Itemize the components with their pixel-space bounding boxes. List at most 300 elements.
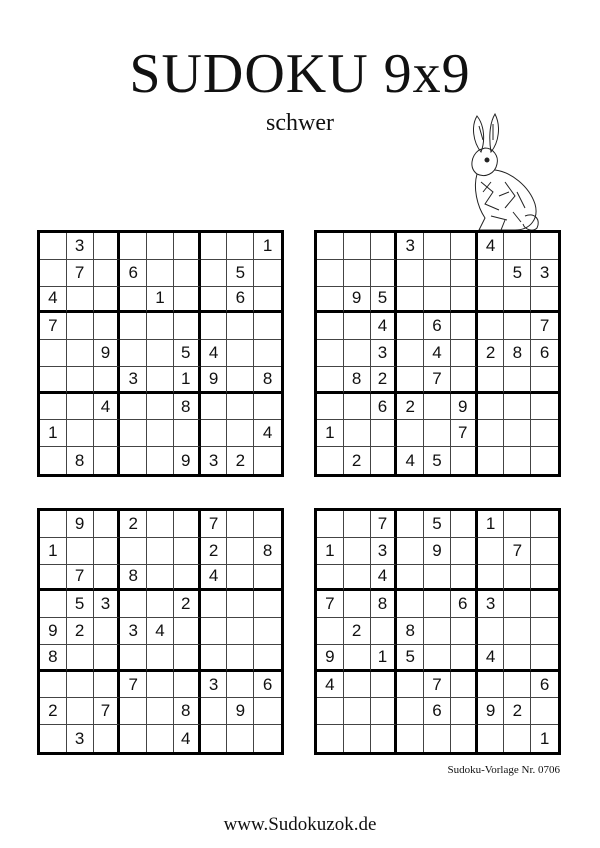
empty-cell	[424, 645, 451, 672]
empty-cell	[67, 698, 94, 725]
empty-cell	[344, 725, 371, 752]
empty-cell	[201, 698, 228, 725]
empty-cell	[344, 672, 371, 699]
given-cell: 7	[371, 511, 398, 538]
empty-cell	[451, 313, 478, 340]
empty-cell	[531, 618, 558, 645]
empty-cell	[40, 672, 67, 699]
empty-cell	[317, 698, 344, 725]
given-cell: 9	[317, 645, 344, 672]
empty-cell	[174, 565, 201, 592]
empty-cell	[147, 672, 174, 699]
given-cell: 5	[67, 591, 94, 618]
empty-cell	[174, 233, 201, 260]
empty-cell	[531, 698, 558, 725]
empty-cell	[201, 260, 228, 287]
given-cell: 3	[201, 672, 228, 699]
empty-cell	[344, 645, 371, 672]
given-cell: 4	[397, 447, 424, 474]
empty-cell	[397, 698, 424, 725]
website-link[interactable]: www.Sudokuzok.de	[223, 814, 377, 835]
given-cell: 9	[478, 698, 505, 725]
given-cell: 7	[424, 672, 451, 699]
empty-cell	[478, 420, 505, 447]
empty-cell	[504, 645, 531, 672]
empty-cell	[201, 591, 228, 618]
given-cell: 3	[67, 233, 94, 260]
empty-cell	[504, 618, 531, 645]
empty-cell	[147, 367, 174, 394]
empty-cell	[201, 645, 228, 672]
empty-cell	[478, 618, 505, 645]
given-cell: 5	[397, 645, 424, 672]
empty-cell	[424, 591, 451, 618]
empty-cell	[317, 340, 344, 367]
empty-cell	[201, 287, 228, 314]
given-cell: 1	[40, 538, 67, 565]
given-cell: 6	[120, 260, 147, 287]
given-cell: 8	[174, 394, 201, 421]
empty-cell	[254, 591, 281, 618]
empty-cell	[147, 565, 174, 592]
given-cell: 1	[317, 538, 344, 565]
given-cell: 1	[317, 420, 344, 447]
empty-cell	[147, 394, 174, 421]
empty-cell	[120, 233, 147, 260]
empty-cell	[531, 538, 558, 565]
empty-cell	[531, 420, 558, 447]
empty-cell	[451, 725, 478, 752]
given-cell: 4	[254, 420, 281, 447]
given-cell: 9	[94, 340, 121, 367]
sudoku-grid-4	[314, 508, 561, 755]
given-cell: 7	[94, 698, 121, 725]
empty-cell	[147, 645, 174, 672]
empty-cell	[504, 591, 531, 618]
given-cell: 9	[227, 698, 254, 725]
given-cell: 2	[227, 447, 254, 474]
given-cell: 6	[227, 287, 254, 314]
empty-cell	[174, 420, 201, 447]
empty-cell	[254, 618, 281, 645]
rabbit-illustration-icon	[455, 112, 545, 234]
given-cell: 3	[94, 591, 121, 618]
given-cell: 4	[371, 565, 398, 592]
empty-cell	[40, 367, 67, 394]
empty-cell	[67, 367, 94, 394]
given-cell: 7	[67, 260, 94, 287]
empty-cell	[451, 260, 478, 287]
empty-cell	[254, 725, 281, 752]
empty-cell	[94, 565, 121, 592]
empty-cell	[397, 565, 424, 592]
empty-cell	[94, 511, 121, 538]
given-cell: 1	[254, 233, 281, 260]
empty-cell	[94, 672, 121, 699]
given-cell: 7	[424, 367, 451, 394]
given-cell: 6	[371, 394, 398, 421]
empty-cell	[504, 565, 531, 592]
empty-cell	[397, 591, 424, 618]
empty-cell	[174, 538, 201, 565]
empty-cell	[40, 511, 67, 538]
empty-cell	[201, 313, 228, 340]
empty-cell	[451, 618, 478, 645]
empty-cell	[344, 313, 371, 340]
empty-cell	[317, 725, 344, 752]
empty-cell	[371, 447, 398, 474]
empty-cell	[504, 367, 531, 394]
empty-cell	[451, 511, 478, 538]
given-cell: 9	[40, 618, 67, 645]
empty-cell	[317, 313, 344, 340]
given-cell: 8	[174, 698, 201, 725]
empty-cell	[397, 420, 424, 447]
empty-cell	[120, 698, 147, 725]
empty-cell	[504, 420, 531, 447]
empty-cell	[504, 313, 531, 340]
given-cell: 6	[254, 672, 281, 699]
empty-cell	[120, 287, 147, 314]
empty-cell	[67, 538, 94, 565]
given-cell: 5	[424, 511, 451, 538]
given-cell: 6	[531, 340, 558, 367]
empty-cell	[227, 672, 254, 699]
empty-cell	[40, 340, 67, 367]
empty-cell	[67, 287, 94, 314]
given-cell: 2	[371, 367, 398, 394]
empty-cell	[120, 725, 147, 752]
empty-cell	[344, 420, 371, 447]
empty-cell	[478, 447, 505, 474]
empty-cell	[504, 725, 531, 752]
empty-cell	[94, 420, 121, 447]
empty-cell	[531, 645, 558, 672]
empty-cell	[424, 233, 451, 260]
given-cell: 2	[344, 618, 371, 645]
given-cell: 7	[120, 672, 147, 699]
empty-cell	[317, 394, 344, 421]
empty-cell	[94, 233, 121, 260]
given-cell: 9	[201, 367, 228, 394]
given-cell: 2	[40, 698, 67, 725]
empty-cell	[227, 565, 254, 592]
empty-cell	[94, 313, 121, 340]
empty-cell	[531, 511, 558, 538]
empty-cell	[201, 394, 228, 421]
empty-cell	[478, 725, 505, 752]
empty-cell	[120, 420, 147, 447]
given-cell: 7	[201, 511, 228, 538]
empty-cell	[397, 287, 424, 314]
empty-cell	[201, 725, 228, 752]
given-cell: 4	[94, 394, 121, 421]
given-cell: 3	[201, 447, 228, 474]
empty-cell	[504, 287, 531, 314]
empty-cell	[371, 260, 398, 287]
given-cell: 8	[254, 367, 281, 394]
given-cell: 9	[67, 511, 94, 538]
empty-cell	[344, 698, 371, 725]
given-cell: 7	[451, 420, 478, 447]
empty-cell	[397, 725, 424, 752]
given-cell: 8	[67, 447, 94, 474]
empty-cell	[478, 394, 505, 421]
given-cell: 1	[539, 728, 550, 748]
empty-cell	[120, 645, 147, 672]
empty-cell	[371, 672, 398, 699]
given-cell: 7	[504, 538, 531, 565]
empty-cell	[227, 645, 254, 672]
given-cell: 4	[147, 618, 174, 645]
given-cell: 2	[344, 447, 371, 474]
given-cell: 6	[531, 672, 558, 699]
empty-cell	[67, 313, 94, 340]
given-cell: 9	[424, 538, 451, 565]
empty-cell	[344, 260, 371, 287]
given-cell: 5	[424, 447, 451, 474]
empty-cell	[94, 538, 121, 565]
empty-cell	[120, 591, 147, 618]
empty-cell	[451, 565, 478, 592]
given-cell: 2	[67, 618, 94, 645]
empty-cell	[227, 394, 254, 421]
empty-cell	[147, 260, 174, 287]
empty-cell	[397, 672, 424, 699]
empty-cell	[254, 645, 281, 672]
given-cell: 5	[174, 340, 201, 367]
given-cell: 7	[317, 591, 344, 618]
empty-cell	[424, 420, 451, 447]
sudoku-grid-1	[37, 230, 284, 477]
given-cell: 8	[40, 645, 67, 672]
empty-cell	[201, 618, 228, 645]
given-cell: 6	[451, 591, 478, 618]
empty-cell	[147, 420, 174, 447]
empty-cell	[478, 565, 505, 592]
empty-cell	[344, 340, 371, 367]
given-cell: 4	[40, 287, 67, 314]
empty-cell	[94, 367, 121, 394]
empty-cell	[344, 538, 371, 565]
empty-cell	[451, 340, 478, 367]
empty-cell	[94, 447, 121, 474]
empty-cell	[40, 591, 67, 618]
empty-cell	[174, 645, 201, 672]
given-cell: 1	[371, 645, 398, 672]
given-cell: 4	[424, 340, 451, 367]
empty-cell	[424, 287, 451, 314]
empty-cell	[254, 313, 281, 340]
empty-cell	[201, 420, 228, 447]
given-cell: 7	[40, 313, 67, 340]
empty-cell	[120, 313, 147, 340]
given-cell: 1	[40, 420, 67, 447]
empty-cell	[147, 725, 174, 752]
empty-cell	[40, 725, 67, 752]
empty-cell	[227, 420, 254, 447]
empty-cell	[254, 447, 281, 474]
empty-cell	[227, 233, 254, 260]
given-cell: 6	[424, 313, 451, 340]
empty-cell	[478, 538, 505, 565]
empty-cell	[504, 394, 531, 421]
given-cell: 8	[504, 340, 531, 367]
empty-cell	[147, 447, 174, 474]
empty-cell	[397, 260, 424, 287]
empty-cell	[451, 538, 478, 565]
empty-cell	[227, 591, 254, 618]
difficulty-label: schwer	[266, 110, 334, 136]
empty-cell	[254, 260, 281, 287]
empty-cell	[147, 511, 174, 538]
empty-cell	[254, 394, 281, 421]
given-cell: 7	[67, 565, 94, 592]
template-number: Sudoku-Vorlage Nr. 0706	[447, 764, 560, 776]
given-cell: 7	[531, 313, 558, 340]
empty-cell	[424, 618, 451, 645]
empty-cell	[254, 511, 281, 538]
empty-cell	[147, 591, 174, 618]
given-cell: 3	[67, 725, 94, 752]
empty-cell	[254, 287, 281, 314]
empty-cell	[478, 672, 505, 699]
empty-cell	[94, 645, 121, 672]
empty-cell	[94, 618, 121, 645]
empty-cell	[40, 233, 67, 260]
given-cell: 4	[174, 725, 201, 752]
given-cell: 5	[371, 287, 398, 314]
empty-cell	[451, 698, 478, 725]
given-cell: 2	[397, 394, 424, 421]
empty-cell	[397, 313, 424, 340]
empty-cell	[227, 618, 254, 645]
page-title: SUDOKU 9x9	[129, 43, 471, 105]
given-cell: 2	[478, 340, 505, 367]
empty-cell	[227, 340, 254, 367]
given-cell: 3	[120, 618, 147, 645]
empty-cell	[227, 367, 254, 394]
given-cell: 2	[120, 511, 147, 538]
empty-cell	[174, 672, 201, 699]
empty-cell	[478, 313, 505, 340]
empty-cell	[531, 367, 558, 394]
empty-cell	[371, 698, 398, 725]
empty-cell	[174, 618, 201, 645]
empty-cell	[531, 233, 558, 260]
empty-cell	[504, 447, 531, 474]
empty-cell	[40, 394, 67, 421]
empty-cell	[424, 394, 451, 421]
given-cell: 8	[254, 538, 281, 565]
empty-cell	[371, 725, 398, 752]
empty-cell	[504, 233, 531, 260]
empty-cell	[254, 698, 281, 725]
given-cell: 3	[120, 367, 147, 394]
empty-cell	[317, 287, 344, 314]
empty-cell	[147, 313, 174, 340]
empty-cell	[317, 233, 344, 260]
given-cell: 1	[147, 287, 174, 314]
given-cell: 3	[478, 591, 505, 618]
empty-cell	[120, 538, 147, 565]
empty-cell	[371, 420, 398, 447]
empty-cell	[67, 645, 94, 672]
empty-cell	[227, 313, 254, 340]
given-cell: 1	[174, 367, 201, 394]
empty-cell	[67, 672, 94, 699]
empty-cell	[120, 340, 147, 367]
sudoku-grid-2	[314, 230, 561, 477]
empty-cell	[147, 538, 174, 565]
empty-cell	[478, 367, 505, 394]
empty-cell	[317, 367, 344, 394]
given-cell: 3	[531, 260, 558, 287]
given-cell: 8	[120, 565, 147, 592]
empty-cell	[344, 233, 371, 260]
given-cell: 8	[397, 618, 424, 645]
empty-cell	[478, 260, 505, 287]
empty-cell	[94, 287, 121, 314]
empty-cell	[174, 511, 201, 538]
sudoku-grid-3	[37, 508, 284, 755]
empty-cell	[174, 260, 201, 287]
empty-cell	[451, 645, 478, 672]
empty-cell	[424, 725, 451, 752]
empty-cell	[40, 260, 67, 287]
empty-cell	[227, 725, 254, 752]
empty-cell	[371, 233, 398, 260]
empty-cell	[451, 447, 478, 474]
empty-cell	[40, 565, 67, 592]
empty-cell	[397, 538, 424, 565]
empty-cell	[478, 287, 505, 314]
given-cell: 9	[451, 394, 478, 421]
empty-cell	[504, 672, 531, 699]
empty-cell	[451, 367, 478, 394]
empty-cell	[317, 565, 344, 592]
empty-cell	[344, 394, 371, 421]
given-cell: 2	[174, 591, 201, 618]
empty-cell	[531, 287, 558, 314]
empty-cell	[227, 538, 254, 565]
empty-cell	[317, 618, 344, 645]
given-cell: 4	[478, 645, 505, 672]
given-cell: 3	[371, 340, 398, 367]
given-cell: 8	[371, 591, 398, 618]
empty-cell	[344, 591, 371, 618]
empty-cell	[67, 420, 94, 447]
empty-cell	[120, 447, 147, 474]
empty-cell	[531, 591, 558, 618]
empty-cell	[451, 672, 478, 699]
given-cell: 4	[317, 672, 344, 699]
empty-cell	[424, 565, 451, 592]
empty-cell	[120, 394, 147, 421]
empty-cell	[504, 511, 531, 538]
given-cell: 8	[344, 367, 371, 394]
empty-cell	[67, 394, 94, 421]
empty-cell	[424, 260, 451, 287]
empty-cell	[344, 565, 371, 592]
given-cell: 4	[201, 340, 228, 367]
empty-cell	[397, 340, 424, 367]
empty-cell	[397, 367, 424, 394]
empty-cell	[317, 447, 344, 474]
empty-cell	[94, 725, 121, 752]
empty-cell	[147, 233, 174, 260]
empty-cell	[531, 394, 558, 421]
